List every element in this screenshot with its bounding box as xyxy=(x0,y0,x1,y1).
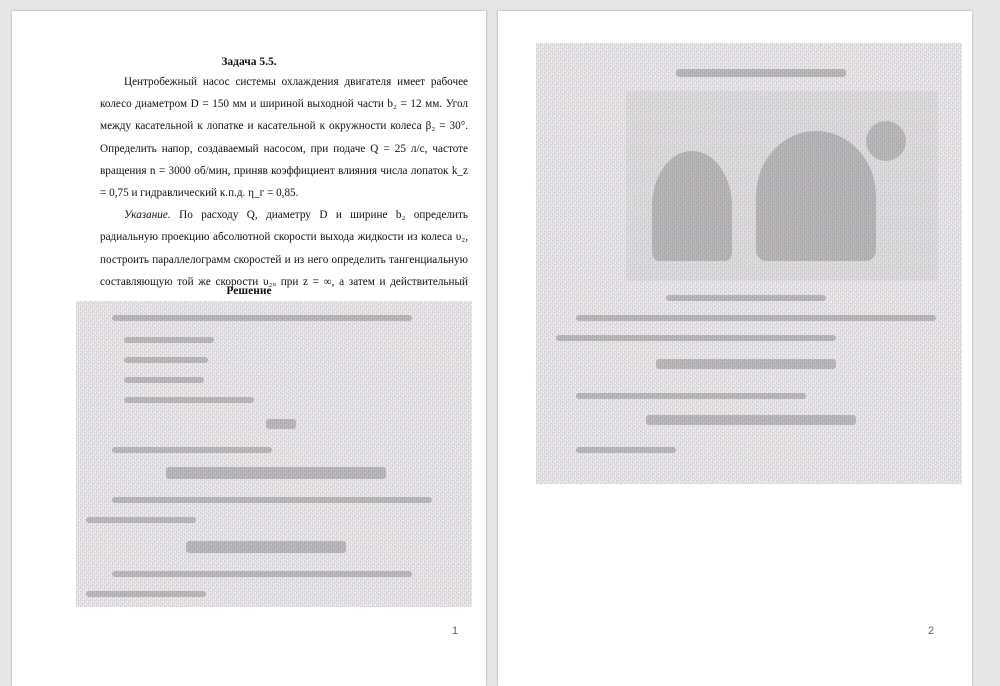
blurred-text-line xyxy=(124,337,214,343)
blurred-text-line xyxy=(112,447,272,453)
blurred-text-line xyxy=(86,591,206,597)
problem-paragraph: Центробежный насос системы охлаждения двигателя имеет рабочее колесо диаметром D = 150 мм и шириной выходной части b₂ = 12 мм. Угол между касательной к лопатке и касательной к окружности колеса β₂ = 30°. Определить напор, создаваемый насосом, при подаче Q = 25 л/с, частоте вращения n = 3000 об/мин, приняв коэффициент влияния числа лопаток k_z = 0,75 и гидравлический к.п.д. η_г = 0,85. xyxy=(100,76,468,200)
hint-paragraph xyxy=(100,204,468,315)
document-page-1 xyxy=(12,11,486,686)
blurred-text-line xyxy=(576,393,806,399)
blurred-formula xyxy=(646,415,856,425)
obscured-solution-image xyxy=(76,301,472,607)
blurred-formula xyxy=(676,69,846,77)
blurred-text-line xyxy=(112,315,412,321)
blurred-text-line xyxy=(112,497,432,503)
page-number: 2 xyxy=(928,625,935,637)
blurred-text-line xyxy=(124,357,208,363)
blurred-text-line xyxy=(576,315,936,321)
blurred-shape xyxy=(866,121,906,161)
blurred-text-line xyxy=(112,571,412,577)
blurred-text-line xyxy=(576,447,676,453)
hint-label: Указание. xyxy=(124,209,171,222)
page-number: 1 xyxy=(452,625,459,637)
blurred-text-line xyxy=(86,517,196,523)
blurred-formula xyxy=(266,419,296,429)
blurred-formula xyxy=(166,467,386,479)
blurred-formula xyxy=(186,541,346,553)
blurred-text-line xyxy=(124,397,254,403)
blurred-figure xyxy=(626,91,938,281)
blurred-shape xyxy=(652,151,732,261)
blurred-formula xyxy=(656,359,836,369)
blurred-shape xyxy=(756,131,876,261)
document-page-2 xyxy=(498,11,972,686)
blurred-text-line xyxy=(124,377,204,383)
blurred-caption xyxy=(666,295,826,301)
solution-heading: Решение xyxy=(226,285,272,297)
problem-statement xyxy=(100,71,468,315)
problem-title: Задача 5.5. xyxy=(221,56,277,68)
obscured-figure-image xyxy=(536,43,962,484)
hint-text: По расходу Q, диаметру D и ширине b₂ определить радиальную проекцию абсолютной скорости выхода жидкости из колеса υ₂, построить параллелограмм скоростей и из него определить тангенциальную составляющую той же скорости υ₂ᵤ при z = ∞, а затем и действительный xyxy=(100,209,469,288)
blurred-text-line xyxy=(556,335,836,341)
